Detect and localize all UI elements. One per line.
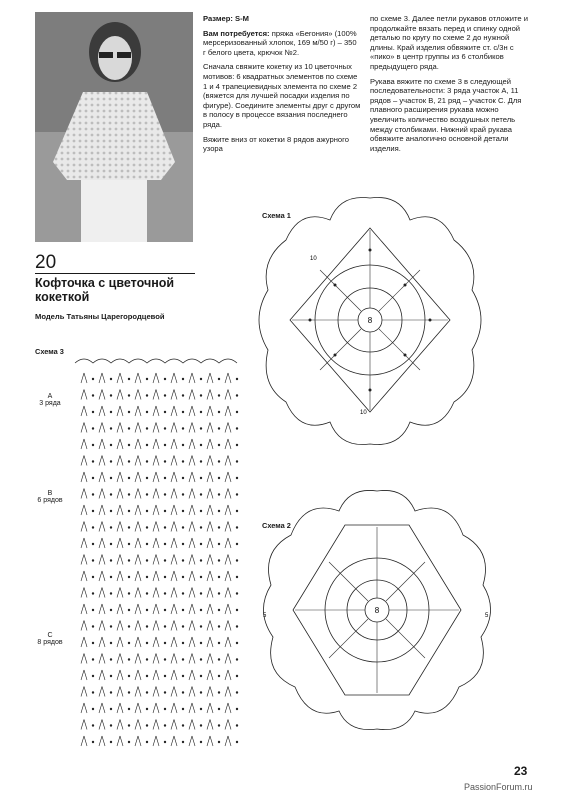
scheme-1-round-number-bottom: 10 — [360, 410, 367, 416]
scheme-1-round-number: 10 — [310, 256, 317, 262]
scheme-3-label: Схема 3 — [35, 347, 64, 356]
scheme-2-center-number: 8 — [374, 606, 380, 615]
row-b-count: 6 рядов — [37, 497, 63, 504]
paragraph-yoke: Сначала свяжите кокетку из 10 цветочных мотивов: 6 квадратных элементов по схеме 1 и 4 трапециевидных элемента по схеме 2 (вяжется для лучшей посадки изделия по фигуре). Соедините элементы друг с другом в полосу в процессе вязания последнего ряда. — [203, 62, 361, 129]
scheme-3-diagram — [70, 355, 245, 755]
pattern-title — [35, 276, 185, 304]
title-divider — [35, 273, 195, 274]
title-line-1: Кофточка с цветочной — [35, 276, 175, 290]
materials-label: Вам потребуется: — [203, 28, 270, 38]
scheme-2-diagram — [255, 485, 500, 735]
scheme-2-label: Схема 2 — [262, 521, 291, 530]
scheme-1-label: Схема 1 — [262, 211, 291, 220]
site-watermark: PassionForum.ru — [464, 782, 533, 792]
paragraph-sleeves: Рукава вяжите по схеме 3 в следующей последовательности: 3 ряда участок А, 11 рядов – участок В, 21 ряд – участок С. Для плавного расширения рукава можно увеличить количество воздушных петель между столбиками. Нижний край рукава обвяжите аналогично основной детали изделия. — [370, 76, 522, 153]
row-a-count: 3 ряда — [39, 400, 61, 407]
row-section-b — [30, 490, 70, 504]
text-column-2 — [370, 14, 533, 158]
row-c-count: 8 рядов — [37, 639, 63, 646]
scheme-2-edge-number-right: 5 — [485, 613, 489, 619]
title-line-2: кокеткой — [35, 290, 90, 304]
paragraph-body-continue: по схеме 3. Далее петли рукавов отложите и продолжайте вязать перед и спинку одной деталью по кругу по схеме 2 до нужной длины. Край изделия обвяжите ст. с/3н с «пико» в центр группы из 6 столбиков предыдущего ряда. — [370, 14, 528, 71]
page-number: 23 — [514, 764, 528, 778]
pattern-number: 20 — [35, 252, 57, 273]
row-c-letter: C — [47, 632, 53, 639]
row-section-c — [30, 632, 70, 646]
scheme-1-center-number: 8 — [367, 316, 373, 325]
row-b-letter: B — [47, 490, 53, 497]
size-label: Размер: — [203, 14, 233, 23]
scheme-1-diagram — [250, 190, 490, 455]
paragraph-body-start: Вяжите вниз от кокетки 8 рядов ажурного узора — [203, 134, 349, 154]
row-section-a — [30, 393, 70, 407]
model-photo — [35, 12, 193, 242]
row-a-letter: A — [47, 393, 53, 400]
scheme-2-edge-number: 5 — [263, 613, 267, 619]
size-value: S-M — [235, 14, 249, 23]
model-author: Модель Татьяны Царегородцевой — [35, 312, 165, 321]
materials-text: пряжа «Бегония» (100% мерсеризованный хлопок, 169 м/50 г) – 350 г белого цвета, крючок №2. — [203, 28, 357, 57]
text-column-1 — [203, 14, 361, 159]
